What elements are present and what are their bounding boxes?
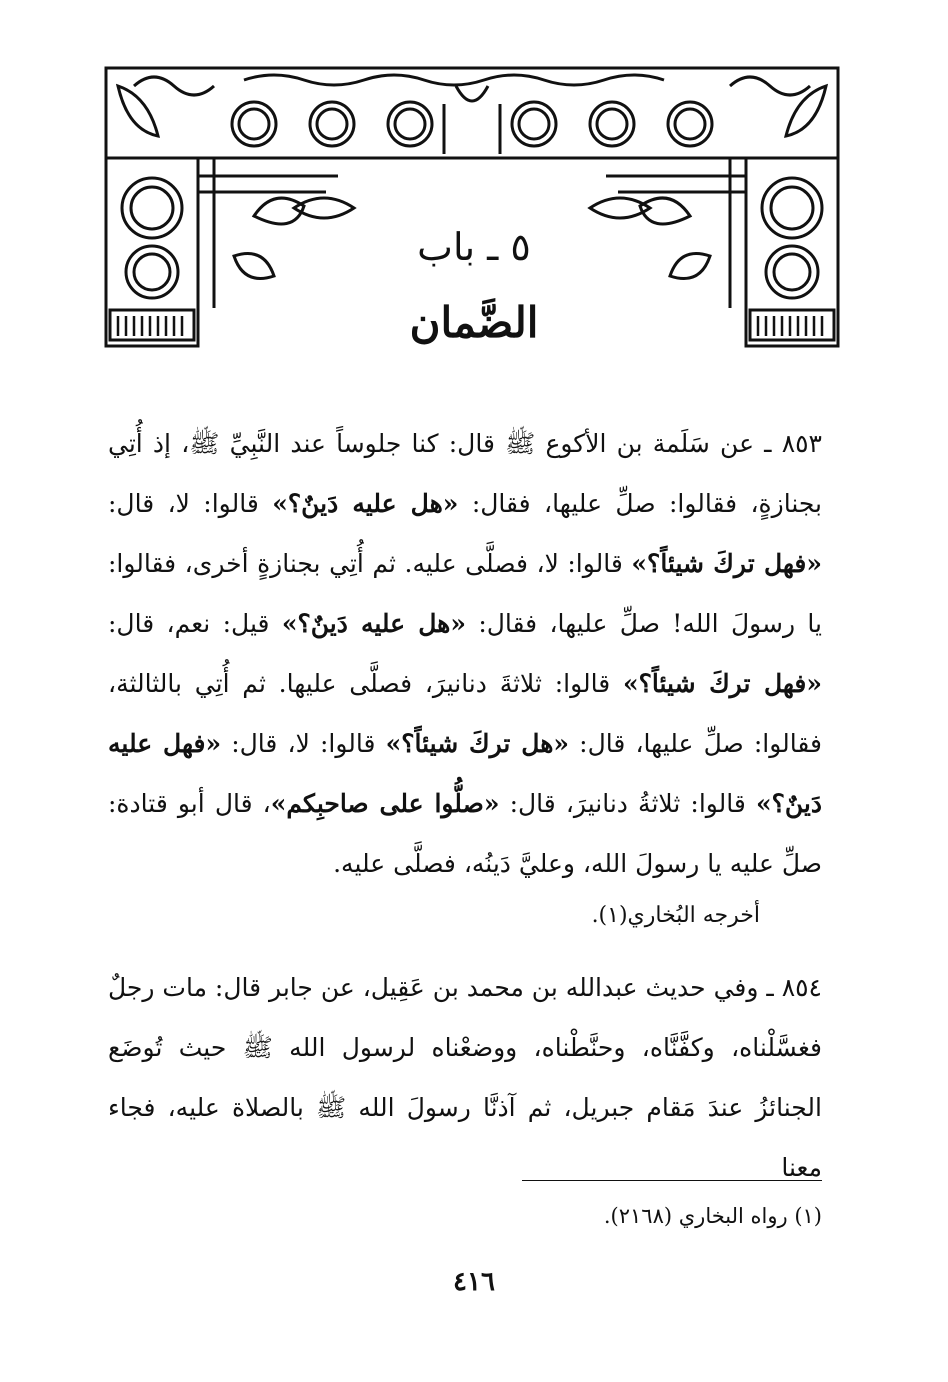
hadith-853-text: قالوا: ثلاثةَ دنانيرَ، فصلَّى عليها. ثم أُتِي بالثالثة، فقالوا: صلِّ عليها، قال: xyxy=(108,669,822,758)
hadith-853-text: قيل: نعم، قال: xyxy=(108,609,282,638)
page-number: ٤١٦ xyxy=(453,1267,495,1297)
prophet-quote: «فهل تركَ شيئاً؟» xyxy=(622,669,823,698)
hadith-853-text: قالوا: لا، قال: xyxy=(108,489,273,518)
hadith-853-text: قالوا: ثلاثةُ دنانيرَ، قال: xyxy=(499,789,756,818)
chapter-number: ٥ ـ باب xyxy=(417,225,531,269)
chapter-title: الضَّمان xyxy=(409,298,539,347)
hadith-854-paragraph: ٨٥٤ ـ وفي حديث عبدالله بن محمد بن عَقِيل، عن جابر قال: مات رجلٌ فغسَّلْناه، وكفَّنَّاه، وحنَّطْناه، ووضعْناه لرسول الله ﷺ حيث تُوضَع الجنائزُ عندَ مَقام جبريل، ثم آذنَّا رسولَ الله ﷺ بالصلاة عليه، فجاء معنا xyxy=(108,973,822,1182)
hadith-853-paragraph xyxy=(108,414,822,894)
hadith-853-text: ٨٥٣ ـ عن سَلَمة بن الأكوع ﷺ قال: كنا جلوساً عند النَّبِيِّ ﷺ، إذ أُتِي بجنازةٍ، فقالوا: صلِّ عليها، فقال: xyxy=(108,429,822,518)
prophet-quote: «هل عليه دَينٌ؟» xyxy=(272,489,459,518)
prophet-quote: «هل تركَ شيئاً؟» xyxy=(385,729,570,758)
source-note: أخرجه البُخاري(١). xyxy=(591,903,760,928)
prophet-quote: «فهل عليه دَينٌ؟» xyxy=(108,729,823,818)
footnote-divider xyxy=(522,1180,822,1181)
prophet-quote: «هل عليه دَينٌ؟» xyxy=(281,609,466,638)
footnote: (١) رواه البخاري (٢١٦٨). xyxy=(603,1204,822,1228)
prophet-quote: «صلُّوا على صاحبِكم» xyxy=(270,789,500,818)
prophet-quote: «فهل تركَ شيئاً؟» xyxy=(631,549,823,578)
hadith-853-text: قالوا: لا، قال: xyxy=(221,729,386,758)
hadith-853-text: ، قال أبو قتادة: صلِّ عليه يا رسولَ الله، وعليَّ دَينُه، فصلَّى عليه. xyxy=(108,789,822,878)
hadith-853-text: قالوا: لا، فصلَّى عليه. ثم أُتِي بجنازةٍ أخرى، فقالوا: يا رسولَ الله! صلِّ عليها، فقال: xyxy=(108,549,822,638)
